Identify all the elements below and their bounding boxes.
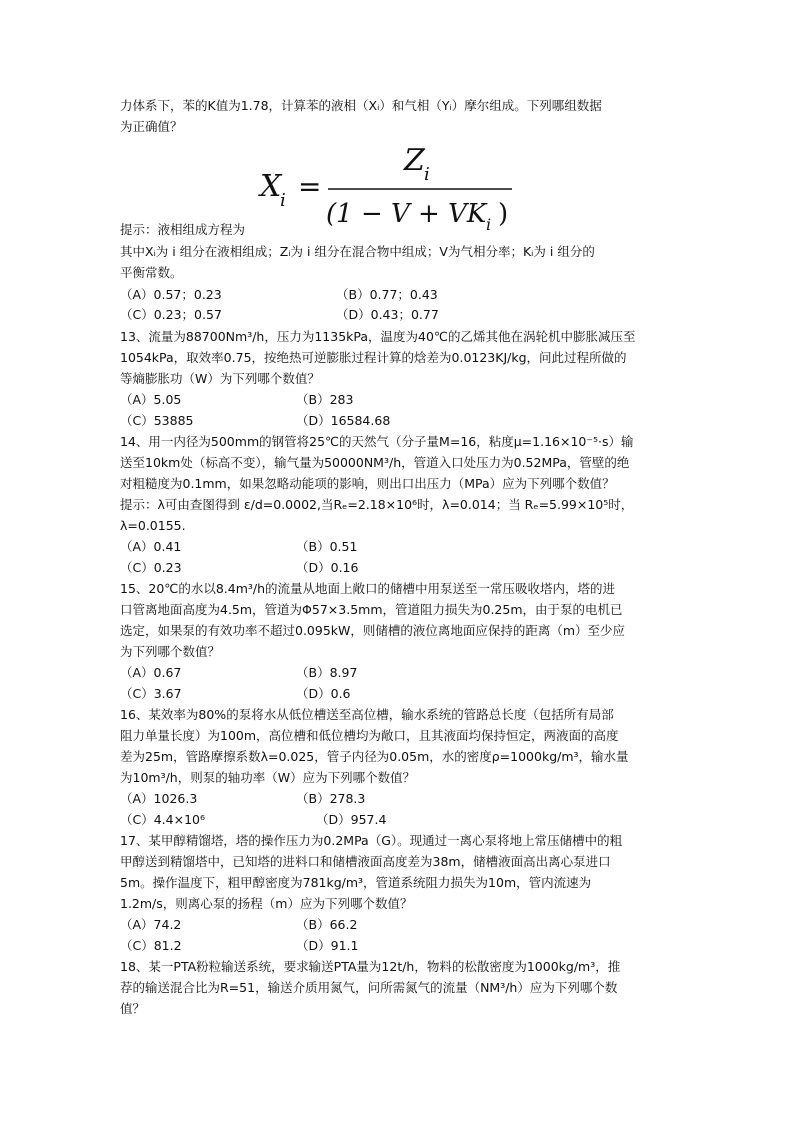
q14-stem-line: 对粗糙度为0.1mm，如果忽略动能项的影响，则出口出压力（MPa）应为下列哪个数值？ (120, 476, 615, 491)
q13-stem-line: 13、流量为88700Nm³/h，压力为1135kPa，温度为40℃的乙烯其他在涡轮机中膨胀减压至 (120, 329, 636, 344)
q15-stem-line: 选定，如果泵的有效功率不超过0.095kW，则储槽的液位离地面应保持的距离（m）至少应 (120, 623, 626, 638)
formula-denominator: (1 − V + VK (326, 199, 487, 229)
q17-stem-line: 5m。操作温度下，粗甲醇密度为781kg/m³，管道系统阻力损失为10m，管内流速为 (120, 875, 592, 890)
q14-option-d: （D）0.16 (296, 560, 359, 575)
q12-stem-line: 为正确值？ (120, 119, 183, 134)
q12-option-c: （C）0.23；0.57 (120, 307, 222, 322)
q14-option-a: （A）0.41 (120, 539, 182, 554)
hint-line: 提示：液相组成方程为 (120, 222, 246, 237)
q15-option-a: （A）0.67 (120, 665, 182, 680)
hint-line: 平衡常数。 (120, 265, 183, 280)
q17-option-c: （C）81.2 (120, 938, 182, 953)
q12-stem-line: 力体系下，苯的K值为1.78，计算苯的液相（Xᵢ）和气相（Yᵢ）摩尔组成。下列哪组数据 (120, 98, 602, 113)
q16-stem-line: 阻力单量长度）为100m，高位槽和低位槽均为敞口，且其液面均保持恒定，两液面的高度 (120, 728, 619, 743)
q13-stem-line: 等熵膨胀功（W）为下列哪个数值？ (120, 371, 320, 386)
q12-option-d: （D）0.43；0.77 (336, 307, 439, 322)
q16-stem-line: 差为25m，管路摩擦系数λ=0.025，管子内径为0.05m，水的密度ρ=1000kg/m³，输水量 (120, 749, 629, 764)
q15-stem-line: 为下列哪个数值？ (120, 644, 221, 659)
q17-option-d: （D）91.1 (296, 938, 359, 953)
q18-stem-line: 18、某一PTA粉粒输送系统，要求输送PTA量为12t/h，物料的松散密度为1000kg/m³，推 (120, 959, 621, 974)
q16-option-c: （C）4.4×10⁶ (120, 812, 205, 827)
q13-option-d: （D）16584.68 (296, 413, 391, 428)
q16-option-d: （D）957.4 (316, 812, 387, 827)
q17-stem-line: 17、某甲醇精馏塔，塔的操作压力为0.2MPa（G）。现通过一离心泵将地上常压储槽中的粗 (120, 833, 623, 848)
q12-option-b: （B）0.77；0.43 (336, 287, 438, 302)
q14-stem-line: 14、用一内径为500mm的钢管将25℃的天然气（分子量M=16，粘度μ=1.16×10⁻⁵·s）输 (120, 434, 634, 449)
q15-option-b: （B）8.97 (296, 665, 358, 680)
q16-option-b: （B）278.3 (296, 791, 366, 806)
q14-option-c: （C）0.23 (120, 560, 182, 575)
q15-option-c: （C）3.67 (120, 686, 182, 701)
q13-option-b: （B）283 (296, 392, 354, 407)
q14-hint-line: 提示：λ可由查图得到 ε/d=0.0002,当Rₑ=2.18×10⁶时，λ=0.014；当 Rₑ=5.99×10⁵时， (120, 497, 634, 512)
liquid-composition-formula (258, 138, 518, 230)
q15-option-d: （D）0.6 (296, 686, 351, 701)
formula-denominator-sub: i (486, 215, 492, 230)
q17-option-b: （B）66.2 (296, 917, 358, 932)
q12-option-a: （A）0.57；0.23 (120, 287, 222, 302)
q14-stem-line: 送至10km处（标高不变），输气量为50000NM³/h，管道入口处压力为0.52MPa，管壁的绝 (120, 455, 630, 470)
formula-denominator-close: ) (498, 199, 509, 229)
formula-equals: = (298, 170, 322, 203)
q15-stem-line: 15、20℃的水以8.4m³/h的流量从地面上敞口的储槽中用泵送至一常压吸收塔内，塔的进 (120, 581, 616, 596)
q17-stem-line: 1.2m/s，则离心泵的扬程（m）应为下列哪个数值？ (120, 896, 413, 911)
hint-line: 其中Xᵢ为 i 组分在液相组成；Zᵢ为 i 组分在混合物中组成；V为气相分率；Kᵢ为 i 组分的 (120, 244, 595, 259)
q13-option-a: （A）5.05 (120, 392, 182, 407)
q13-option-c: （C）53885 (120, 413, 194, 428)
q13-stem-line: 1054kPa，取效率0.75，按绝热可逆膨胀过程计算的焓差为0.0123KJ/kg，问此过程所做的 (120, 350, 627, 365)
q16-option-a: （A）1026.3 (120, 791, 198, 806)
q14-option-b: （B）0.51 (296, 539, 358, 554)
formula-numerator-sub: i (424, 164, 430, 185)
q17-stem-line: 甲醇送到精馏塔中，已知塔的进料口和储槽液面高度差为38m，储槽液面高出离心泵进口 (120, 854, 611, 869)
formula-lhs: X (260, 169, 282, 204)
q17-option-a: （A）74.2 (120, 917, 182, 932)
formula-numerator: Z (404, 143, 425, 178)
q18-stem-line: 值？ (120, 1001, 146, 1016)
q16-stem-line: 16、某效率为80%的泵将水从低位槽送至高位槽，输水系统的管路总长度（包括所有局部 (120, 707, 614, 722)
q14-hint-line: λ=0.0155. (120, 518, 186, 533)
q15-stem-line: 口管离地面高度为4.5m，管道为Φ57×3.5mm，管道阻力损失为0.25m，由于泵的电机已 (120, 602, 623, 617)
formula-lhs-sub: i (280, 190, 286, 211)
q16-stem-line: 为10m³/h，则泵的轴功率（W）应为下列哪个数值？ (120, 770, 416, 785)
q18-stem-line: 荐的输送混合比为R=51，输送介质用氮气，问所需氮气的流量（NM³/h）应为下列哪个数 (120, 980, 618, 995)
